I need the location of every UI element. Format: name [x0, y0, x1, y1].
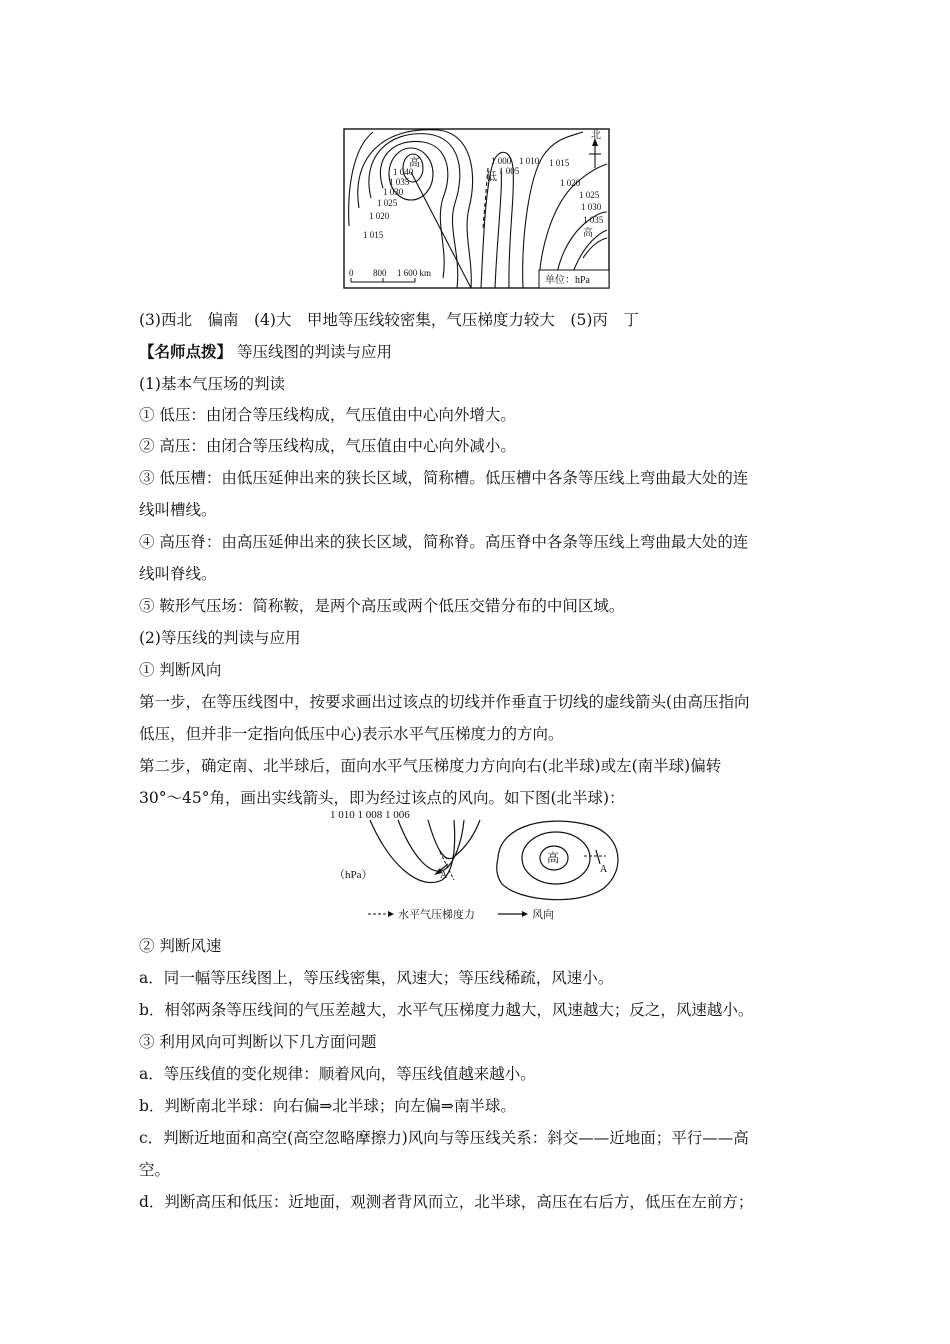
tip-bracket: 【名师点拨】 — [139, 342, 233, 361]
svg-text:1 025: 1 025 — [579, 190, 600, 200]
svg-text:1 010: 1 010 — [519, 156, 540, 166]
text-line: 空。 — [139, 1161, 171, 1179]
hpa-unit: （hPa） — [334, 869, 373, 881]
svg-text:1 040: 1 040 — [393, 167, 414, 177]
isobar-map-figure — [343, 128, 611, 290]
wind-direction-figure — [330, 806, 626, 920]
isobar-map — [343, 128, 611, 290]
north-label: 北 — [591, 130, 601, 141]
text-line: 线叫脊线。 — [139, 565, 217, 583]
text-line: a．等压线值的变化规律：顺着风向，等压线值越来越小。 — [139, 1065, 536, 1083]
text-line: b．判断南北半球：向右偏⇒北半球；向左偏⇒南半球。 — [139, 1097, 516, 1115]
text-line: (1)基本气压场的判读 — [139, 375, 285, 393]
svg-text:1 035: 1 035 — [583, 215, 604, 225]
text-line: (2)等压线的判读与应用 — [139, 629, 301, 647]
text-line: ③ 低压槽：由低压延伸出来的狭长区域，简称槽。低压槽中各条等压线上弯曲最大处的连 — [139, 469, 749, 487]
text-line: a．同一幅等压线图上，等压线密集，风速大；等压线稀疏，风速小。 — [139, 969, 614, 987]
svg-text:800: 800 — [373, 268, 387, 278]
text-line: 第二步，确定南、北半球后，面向水平气压梯度力方向向右(北半球)或左(南半球)偏转 — [139, 757, 722, 775]
svg-text:1 020: 1 020 — [369, 211, 390, 221]
high-label: 高 — [409, 157, 420, 169]
text-line: ② 高压：由闭合等压线构成，气压值由中心向外减小。 — [139, 437, 516, 455]
svg-text:1 000: 1 000 — [491, 156, 512, 166]
svg-text:1 025: 1 025 — [377, 198, 398, 208]
svg-text:0: 0 — [349, 268, 354, 278]
wind-direction-diagram — [330, 806, 626, 920]
low-label: 低 — [486, 171, 497, 183]
tip-heading — [139, 342, 819, 362]
legend-wind: 风向 — [532, 909, 554, 920]
text-line: 30°～45°角，画出实线箭头，即为经过该点的风向。如下图(北半球)： — [139, 789, 625, 807]
legend-gradient: 水平气压梯度力 — [398, 909, 475, 920]
text-line: d．判断高压和低压：近地面，观测者背风而立，北半球，高压在右后方，低压在左前方； — [139, 1193, 754, 1211]
text-line: ① 低压：由闭合等压线构成，气压值由中心向外增大。 — [139, 406, 516, 424]
svg-text:1 020: 1 020 — [560, 178, 581, 188]
svg-text:1 015: 1 015 — [549, 158, 570, 168]
text-line: ① 判断风向 — [139, 661, 222, 679]
svg-text:1 015: 1 015 — [363, 230, 384, 240]
unit-label: 单位：hPa — [545, 275, 590, 286]
answer-line: (3)西北 偏南 (4)大 甲地等压线较密集，气压梯度力较大 (5)丙 丁 — [139, 311, 639, 329]
text-line: ④ 高压脊：由高压延伸出来的狭长区域，简称脊。高压脊中各条等压线上弯曲最大处的连 — [139, 533, 749, 551]
high-label-2: 高 — [547, 851, 560, 865]
tip-title: 等压线图的判读与应用 — [236, 343, 392, 361]
text-line: 线叫槽线。 — [139, 501, 217, 519]
svg-text:1 030: 1 030 — [383, 187, 404, 197]
svg-text:1 005: 1 005 — [499, 166, 520, 176]
text-line: ② 判断风速 — [139, 937, 222, 955]
svg-text:A: A — [600, 864, 608, 875]
svg-text:1 030: 1 030 — [581, 202, 602, 212]
text-line: c．判断近地面和高空(高空忽略摩擦力)风向与等压线关系：斜交——近地面；平行——高 — [139, 1129, 749, 1147]
svg-text:A: A — [440, 870, 448, 881]
high-right-label: 高 — [583, 228, 593, 239]
text-line: ③ 利用风向可判断以下几方面问题 — [139, 1033, 377, 1051]
svg-text:1 035: 1 035 — [389, 177, 410, 187]
svg-text:1 600 km: 1 600 km — [397, 268, 432, 278]
text-line: ⑤ 鞍形气压场：简称鞍，是两个高压或两个低压交错分布的中间区域。 — [139, 597, 625, 615]
text-line: 低压，但并非一定指向低压中心)表示水平气压梯度力的方向。 — [139, 725, 564, 743]
text-line: 第一步，在等压线图中，按要求画出过该点的切线并作垂直于切线的虚线箭头(由高压指向 — [139, 693, 750, 711]
isobar-values: 1 010 1 008 1 006 — [330, 809, 410, 821]
text-line: b．相邻两条等压线间的气压差越大，水平气压梯度力越大，风速越大；反之，风速越小。 — [139, 1001, 754, 1019]
